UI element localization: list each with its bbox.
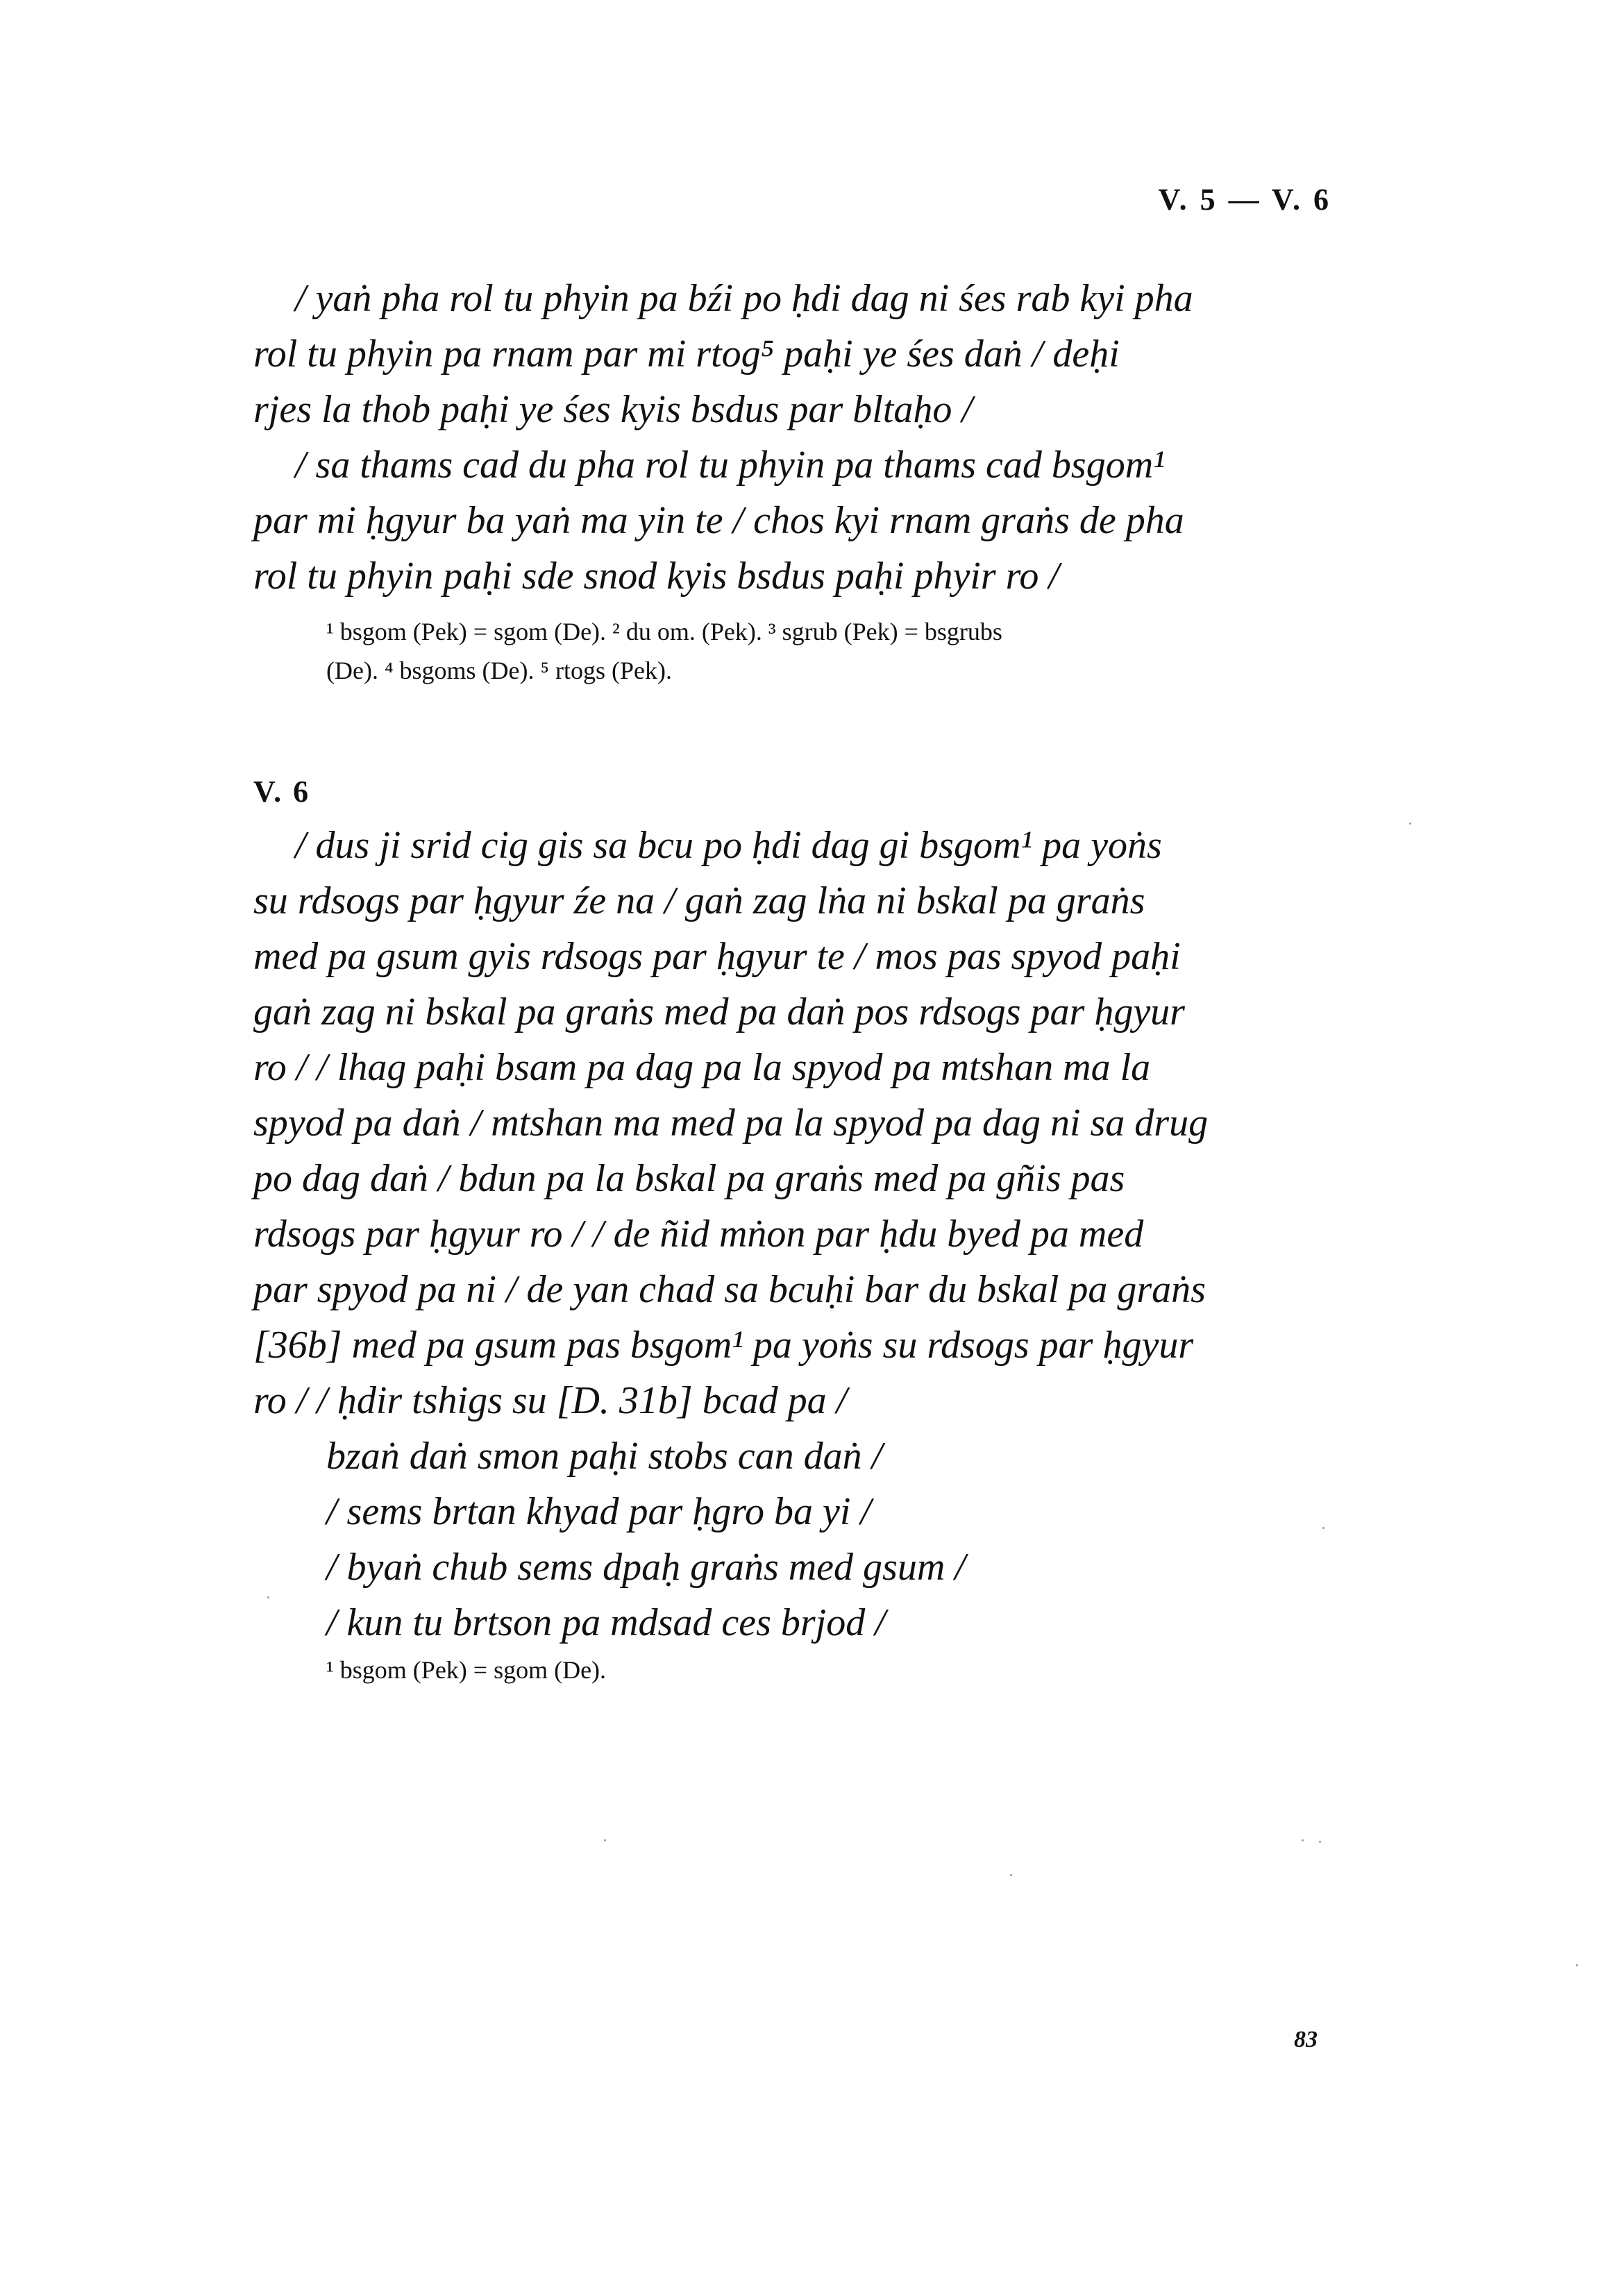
text-line: rol tu phyin paḥi sde snod kyis bsdus paḥi phyir ro / — [253, 555, 1059, 598]
text-line: ro / / ḥdir tshigs su [D. 31b] bcad pa / — [253, 1379, 848, 1422]
text-line: po dag daṅ / bdun pa la bskal pa graṅs med pa gñis pas — [253, 1157, 1125, 1200]
passage-v5 — [253, 271, 1385, 690]
speck — [1302, 1839, 1304, 1841]
text-line: spyod pa daṅ / mtshan ma med pa la spyod pa dag ni sa drug — [253, 1101, 1209, 1145]
speck — [604, 1839, 606, 1841]
text-line: su rdsogs par ḥgyur źe na / gaṅ zag lṅa ni bskal pa graṅs — [253, 879, 1145, 922]
speck — [267, 1596, 269, 1598]
speck — [1322, 1527, 1325, 1529]
footnote-line: (De). ⁴ bsgoms (De). ⁵ rtogs (Pek). — [326, 657, 673, 684]
text-line: / sa thams cad du pha rol tu phyin pa thams cad bsgom¹ — [295, 444, 1165, 487]
verse-line: bzaṅ daṅ smon paḥi stobs can daṅ / — [326, 1435, 883, 1478]
text-line: gaṅ zag ni bskal pa graṅs med pa daṅ pos rdsogs par ḥgyur — [253, 990, 1185, 1033]
footnote-line: ¹ bsgom (Pek) = sgom (De). ² du om. (Pek). ³ sgrub (Pek) = bsgrubs — [326, 618, 1002, 645]
verse-line: / sems brtan khyad par ḥgro ba yi / — [326, 1490, 871, 1533]
speck — [1409, 822, 1411, 825]
text-line: par mi ḥgyur ba yaṅ ma yin te / chos kyi rnam graṅs de pha — [253, 499, 1184, 542]
text-line: rol tu phyin pa rnam par mi rtog⁵ paḥi ye śes daṅ / deḥi — [253, 332, 1120, 375]
speck — [1576, 1964, 1578, 1966]
speck — [1319, 1841, 1321, 1843]
text-line: / dus ji srid cig gis sa bcu po ḥdi dag gi bsgom¹ pa yoṅs — [295, 824, 1162, 867]
verse-line: / kun tu brtson pa mdsad ces brjod / — [326, 1601, 886, 1644]
section-heading: V. 6 — [253, 775, 311, 809]
speck — [1010, 1874, 1012, 1876]
text-line: [36b] med pa gsum pas bsgom¹ pa yoṅs su rdsogs par ḥgyur — [253, 1324, 1194, 1367]
text-line: / yaṅ pha rol tu phyin pa bźi po ḥdi dag ni śes rab kyi pha — [295, 277, 1193, 320]
text-line: par spyod pa ni / de yan chad sa bcuḥi bar du bskal pa graṅs — [253, 1268, 1206, 1311]
text-line: rjes la thob paḥi ye śes kyis bsdus par bltaḥo / — [253, 388, 973, 431]
running-head: V. 5 — V. 6 — [1158, 183, 1331, 217]
text-line: rdsogs par ḥgyur ro / / de ñid mṅon par ḥdu byed pa med — [253, 1213, 1144, 1256]
text-line: med pa gsum gyis rdsogs par ḥgyur te / mos pas spyod paḥi — [253, 935, 1181, 978]
footnote-line: ¹ bsgom (Pek) = sgom (De). — [326, 1656, 607, 1684]
text-line: ro / / lhag paḥi bsam pa dag pa la spyod pa mtshan ma la — [253, 1046, 1151, 1089]
verse-line: / byaṅ chub sems dpaḥ graṅs med gsum / — [326, 1546, 966, 1589]
page-number: 83 — [1294, 2027, 1318, 2052]
passage-v6 — [253, 818, 1385, 1689]
